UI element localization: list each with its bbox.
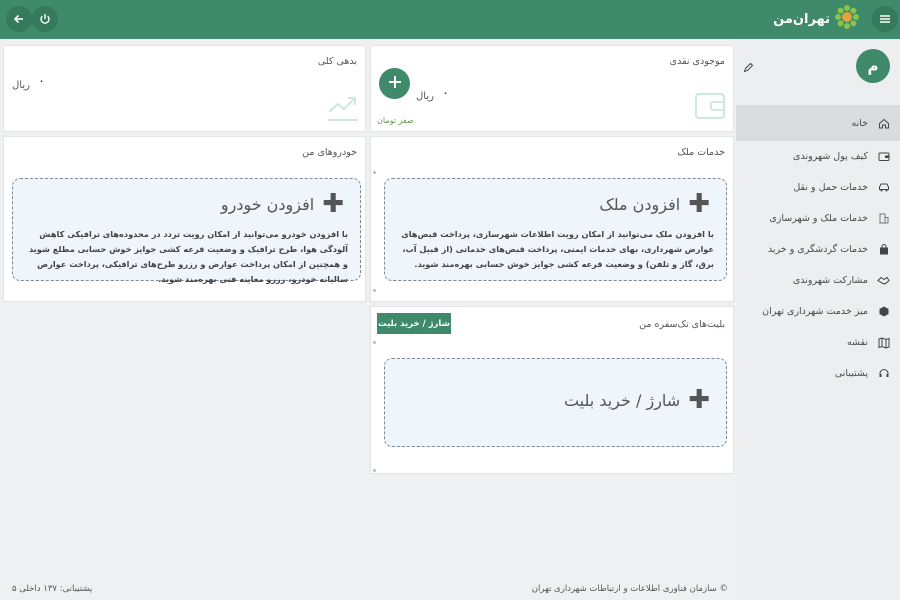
- logo-flower-icon: [834, 4, 860, 34]
- cash-note: صفر تومان: [377, 116, 414, 125]
- add-cash-button[interactable]: [379, 68, 410, 99]
- sidebar-item-label: خدمات حمل و نقل: [793, 182, 868, 193]
- home-icon: [877, 117, 890, 130]
- sidebar-item-label: خدمات ملک و شهرسازی: [769, 213, 868, 224]
- tickets-title: بلیت‌های تک‌سفره من: [639, 319, 725, 330]
- top-bar: [0, 0, 900, 39]
- debt-value: ۰: [38, 74, 45, 89]
- buy-ticket-label: شارژ / خرید بلیت: [563, 390, 681, 410]
- plus-icon: ✚: [322, 189, 344, 219]
- sidebar-item-service-desk[interactable]: [736, 296, 900, 327]
- menu-button[interactable]: [872, 6, 898, 32]
- sidebar-item-tourism[interactable]: [736, 234, 900, 265]
- cash-value: ۰: [442, 86, 449, 101]
- sidebar: [736, 39, 900, 600]
- building-icon: [877, 212, 890, 225]
- sidebar-item-property[interactable]: [736, 203, 900, 234]
- back-button[interactable]: [6, 6, 32, 32]
- sidebar-item-wallet[interactable]: [736, 141, 900, 172]
- sidebar-item-transport[interactable]: [736, 172, 900, 203]
- hamburger-icon: [879, 10, 891, 29]
- buy-ticket-heading: [564, 387, 710, 413]
- plus-icon: [387, 74, 403, 94]
- add-vehicle-heading: [221, 191, 344, 217]
- shopping-bag-icon: [877, 243, 890, 256]
- sidebar-item-label: پشتیبانی: [834, 368, 868, 379]
- footer-support: پشتیبانی: ۱۳۷ داخلی ۵: [12, 584, 93, 594]
- sidebar-item-label: مشارکت شهروندی: [792, 275, 868, 286]
- brand-logo[interactable]: [773, 5, 860, 33]
- debt-card: [3, 45, 366, 132]
- map-icon: [877, 336, 890, 349]
- add-property-heading: [599, 191, 710, 217]
- vehicles-title: خودروهای من: [302, 147, 357, 158]
- headset-icon: [877, 367, 890, 380]
- sidebar-item-label: نقشه: [846, 337, 868, 348]
- cash-unit: ریال: [416, 91, 434, 102]
- add-vehicle-label: افزودن خودرو: [220, 194, 315, 214]
- corner-dot: [373, 341, 376, 344]
- box-icon: [877, 305, 890, 318]
- wallet-large-icon: [693, 88, 727, 126]
- trend-chart-icon: [326, 90, 360, 128]
- car-icon: [877, 181, 890, 194]
- add-property-label: افزودن ملک: [599, 194, 681, 214]
- cash-title: موجودی نقدی: [669, 56, 725, 67]
- plus-icon: ✚: [688, 189, 710, 219]
- corner-dot: [373, 469, 376, 472]
- avatar[interactable]: م: [856, 49, 890, 83]
- add-vehicle-box[interactable]: [12, 178, 361, 284]
- buy-ticket-box[interactable]: [384, 358, 727, 447]
- sidebar-item-label: خدمات گردشگری و خرید: [767, 244, 868, 255]
- logout-button[interactable]: [32, 6, 58, 32]
- buy-ticket-button[interactable]: شارژ / خرید بلیت: [377, 313, 451, 334]
- sidebar-item-label: کیف پول شهروندی: [793, 151, 868, 162]
- debt-unit: ریال: [12, 80, 30, 91]
- sidebar-nav: [736, 105, 900, 389]
- property-title: خدمات ملک: [677, 147, 725, 158]
- debt-title: بدهی کلی: [317, 56, 357, 67]
- brand-name: تهران‌من: [773, 11, 830, 27]
- edit-profile-pencil-icon[interactable]: [743, 58, 754, 77]
- tickets-card: [370, 306, 734, 474]
- power-icon: [39, 10, 51, 29]
- plus-icon: ✚: [688, 385, 710, 415]
- sidebar-item-home[interactable]: [736, 105, 900, 141]
- sidebar-item-map[interactable]: [736, 327, 900, 358]
- arrow-left-icon: [13, 10, 25, 29]
- sidebar-item-participation[interactable]: [736, 265, 900, 296]
- sidebar-item-label: خانه: [851, 117, 868, 129]
- property-description: با افزودن ملک می‌توانید از امکان رویت اطلاعات شهرسازی، پرداخت قبض‌های عوارض شهرداری، بهای خدمات ایمنی، پرداخت قبض‌های خدماتی (از قبیل آب، برق، گاز و تلفن) و وضعیت قرعه کشی جوایز خوش حسابی بهره‌مند شوید.: [401, 229, 714, 269]
- corner-dot: [373, 289, 376, 292]
- footer-copyright: © سازمان فناوری اطلاعات و ارتباطات شهرداری تهران: [531, 584, 728, 594]
- sidebar-item-support[interactable]: [736, 358, 900, 389]
- add-property-box[interactable]: [384, 178, 727, 281]
- handshake-icon: [877, 274, 890, 287]
- vehicle-description: با افزودن خودرو می‌توانید از امکان رویت تردد در محدوده‌های ترافیکی کاهش آلودگی هوا، طرح ترافیک و وضعیت قرعه کشی جوایز خوش حسابی مطلع شوید و همچنین از امکان پرداخت عوارض و رزرو طرح‌های ترافیکی، پرداخت عوارض سالیانه خودرو، رزرو معاینه فنی بهره‌مند شوید.: [28, 229, 348, 284]
- corner-dot: [373, 171, 376, 174]
- property-card: [370, 136, 734, 302]
- vehicles-card: [3, 136, 366, 302]
- wallet-icon: [877, 150, 890, 163]
- cash-card: [370, 45, 734, 132]
- sidebar-item-label: میز خدمت شهرداری تهران: [762, 306, 868, 317]
